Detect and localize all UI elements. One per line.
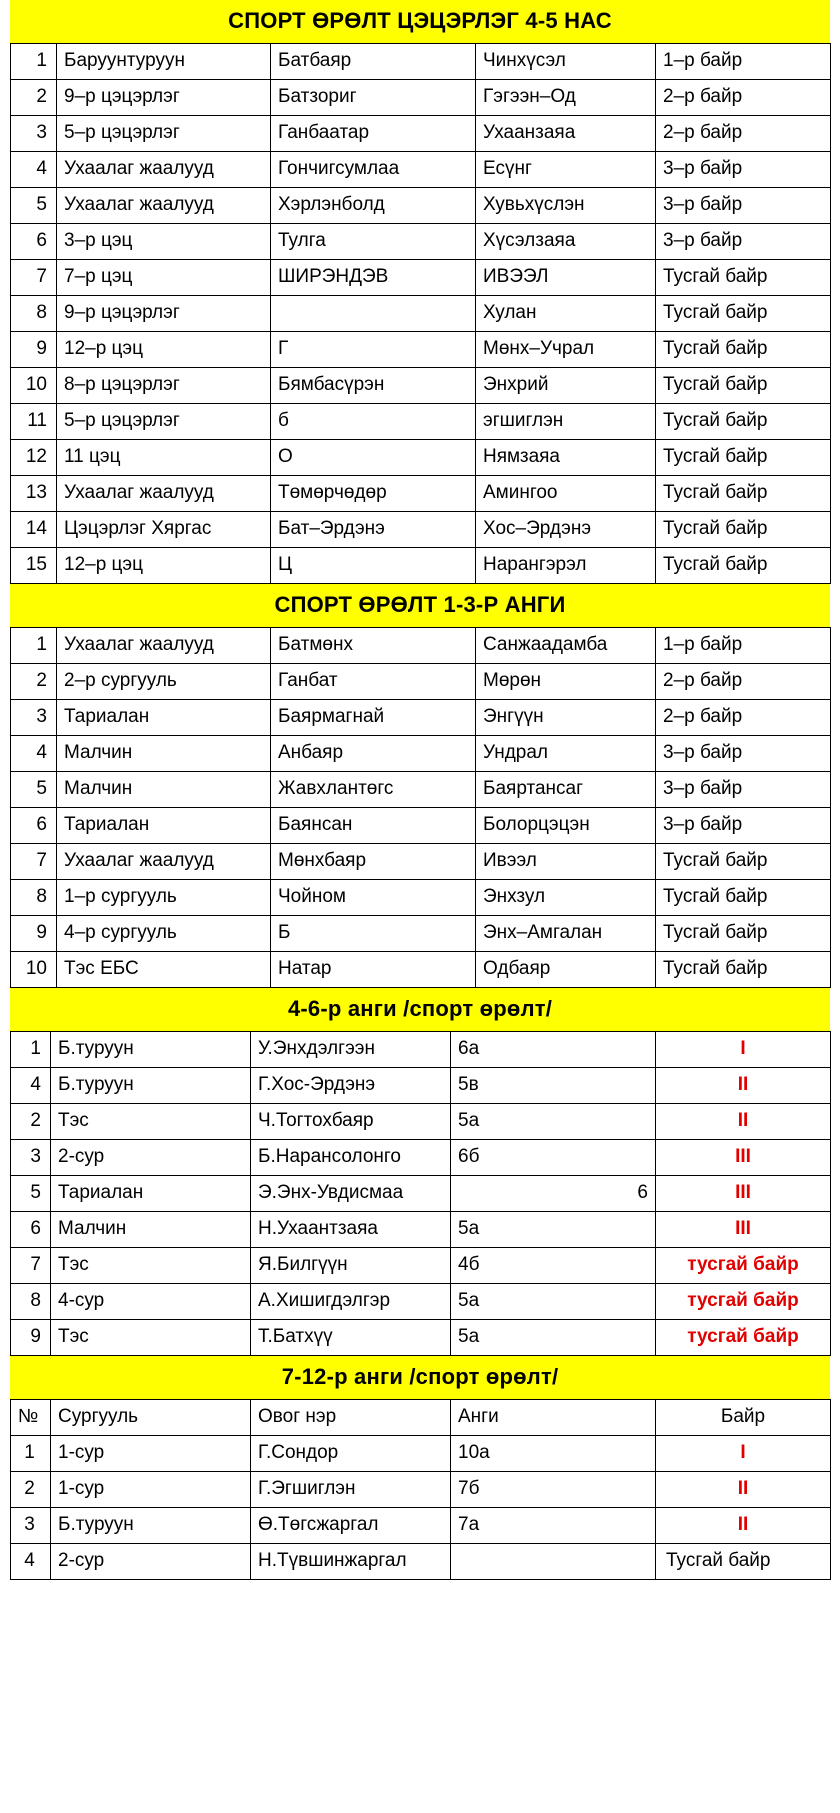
row-number: 3: [11, 1508, 51, 1544]
row-school: 2–р сургууль: [57, 664, 271, 700]
row-place: 1–р байр: [656, 44, 831, 80]
row-school: Ухаалаг жаалууд: [57, 152, 271, 188]
row-school: 4-сур: [51, 1284, 251, 1320]
row-school: 1-сур: [51, 1472, 251, 1508]
table-row: [11, 80, 831, 116]
row-school: Ухаалаг жаалууд: [57, 628, 271, 664]
table-row: [11, 1140, 831, 1176]
row-place: 3–р байр: [656, 808, 831, 844]
row-class: 7б: [451, 1472, 656, 1508]
row-name: Ө.Төгсжаргал: [251, 1508, 451, 1544]
row-number: 5: [11, 772, 57, 808]
row-school: Цэцэрлэг Хяргас: [57, 512, 271, 548]
row-number: 15: [11, 548, 57, 584]
table-row: [11, 152, 831, 188]
row-place: I: [656, 1436, 831, 1472]
row-place: II: [656, 1508, 831, 1544]
row-child-name: Хүсэлзаяа: [476, 224, 656, 260]
table-row: [11, 1248, 831, 1284]
row-class: 6б: [451, 1140, 656, 1176]
row-name: Г.Сондор: [251, 1436, 451, 1472]
table-row: [11, 1472, 831, 1508]
row-name: Ч.Тогтохбаяр: [251, 1104, 451, 1140]
row-place: Тусгай байр: [656, 476, 831, 512]
table-row: [11, 1176, 831, 1212]
row-school: Б.туруун: [51, 1068, 251, 1104]
row-child-name: Энхзул: [476, 880, 656, 916]
row-child-name: Амингоо: [476, 476, 656, 512]
row-child-name: Болорцэцэн: [476, 808, 656, 844]
row-child-name: эгшиглэн: [476, 404, 656, 440]
row-name: Н.Түвшинжаргал: [251, 1544, 451, 1580]
row-place: Тусгай байр: [656, 512, 831, 548]
row-name: Г: [271, 332, 476, 368]
table-row: [11, 1320, 831, 1356]
row-child-name: Ухаанзаяа: [476, 116, 656, 152]
row-child-name: Одбаяр: [476, 952, 656, 988]
table-row: [11, 44, 831, 80]
row-place: тусгай байр: [656, 1284, 831, 1320]
row-number: 11: [11, 404, 57, 440]
row-place: 2–р байр: [656, 80, 831, 116]
column-header-school: Сургууль: [51, 1400, 251, 1436]
row-number: 3: [11, 1140, 51, 1176]
row-number: 3: [11, 700, 57, 736]
row-school: Тэс ЕБС: [57, 952, 271, 988]
row-school: Б.туруун: [51, 1032, 251, 1068]
row-child-name: Мөрөн: [476, 664, 656, 700]
row-number: 10: [11, 952, 57, 988]
row-class: 5а: [451, 1212, 656, 1248]
row-name: Ганбат: [271, 664, 476, 700]
table-row: [11, 1068, 831, 1104]
table-row: [11, 1508, 831, 1544]
row-name: Натар: [271, 952, 476, 988]
row-place: 3–р байр: [656, 736, 831, 772]
column-header-fullname: Овог нэр: [251, 1400, 451, 1436]
column-header-number: №: [11, 1400, 51, 1436]
row-school: Малчин: [51, 1212, 251, 1248]
table-row: [11, 736, 831, 772]
row-number: 6: [11, 808, 57, 844]
section-header-1: СПОРТ ӨРӨЛТ ЦЭЦЭРЛЭГ 4-5 НАС: [10, 0, 830, 43]
row-name: Бямбасүрэн: [271, 368, 476, 404]
row-number: 1: [11, 1032, 51, 1068]
row-number: 9: [11, 1320, 51, 1356]
table-row: [11, 548, 831, 584]
column-header-place: Байр: [656, 1400, 831, 1436]
row-number: 7: [11, 844, 57, 880]
row-class: 5а: [451, 1320, 656, 1356]
row-school: Тэс: [51, 1104, 251, 1140]
row-name: Ганбаатар: [271, 116, 476, 152]
row-place: 2–р байр: [656, 664, 831, 700]
row-school: 1–р сургууль: [57, 880, 271, 916]
row-number: 1: [11, 628, 57, 664]
row-child-name: Хос–Эрдэнэ: [476, 512, 656, 548]
row-place: Тусгай байр: [656, 548, 831, 584]
table-row: [11, 628, 831, 664]
row-number: 4: [11, 152, 57, 188]
row-name: Төмөрчөдөр: [271, 476, 476, 512]
row-number: 6: [11, 224, 57, 260]
table-row: [11, 440, 831, 476]
row-name: Т.Батхүү: [251, 1320, 451, 1356]
row-place: I: [656, 1032, 831, 1068]
row-name: Б.Нарансолонго: [251, 1140, 451, 1176]
row-child-name: Хувьхүслэн: [476, 188, 656, 224]
row-place: II: [656, 1472, 831, 1508]
row-number: 3: [11, 116, 57, 152]
row-class: 6а: [451, 1032, 656, 1068]
table-row: [11, 1284, 831, 1320]
row-name: Баянсан: [271, 808, 476, 844]
row-place: III: [656, 1140, 831, 1176]
row-child-name: Гэгээн–Од: [476, 80, 656, 116]
row-place: Тусгай байр: [656, 368, 831, 404]
section-header-3: 4-6-р анги /спорт өрөлт/: [10, 988, 830, 1031]
table-row: [11, 1436, 831, 1472]
row-school: 12–р цэц: [57, 332, 271, 368]
row-number: 8: [11, 880, 57, 916]
row-school: Тэс: [51, 1320, 251, 1356]
table-row: [11, 1544, 831, 1580]
row-child-name: Мөнх–Учрал: [476, 332, 656, 368]
row-class: [451, 1544, 656, 1580]
row-school: 5–р цэцэрлэг: [57, 116, 271, 152]
row-child-name: Нямзаяа: [476, 440, 656, 476]
table-row: [11, 332, 831, 368]
row-place: Тусгай байр: [656, 952, 831, 988]
results-table-4: [10, 1399, 831, 1580]
row-number: 2: [11, 1104, 51, 1140]
row-name: Б: [271, 916, 476, 952]
row-place: Тусгай байр: [656, 1544, 831, 1580]
table-row: [11, 476, 831, 512]
row-place: Тусгай байр: [656, 260, 831, 296]
row-child-name: Чинхүсэл: [476, 44, 656, 80]
column-header-class: Анги: [451, 1400, 656, 1436]
row-school: 8–р цэцэрлэг: [57, 368, 271, 404]
row-child-name: Ивээл: [476, 844, 656, 880]
row-name: Я.Билгүүн: [251, 1248, 451, 1284]
row-number: 4: [11, 1068, 51, 1104]
table-row: [11, 260, 831, 296]
row-place: Тусгай байр: [656, 332, 831, 368]
row-place: Тусгай байр: [656, 296, 831, 332]
row-class: 6: [451, 1176, 656, 1212]
section-header-2: СПОРТ ӨРӨЛТ 1-3-Р АНГИ: [10, 584, 830, 627]
table-header-row: [11, 1400, 831, 1436]
row-place: 1–р байр: [656, 628, 831, 664]
table-row: [11, 1104, 831, 1140]
table-row: [11, 224, 831, 260]
row-number: 8: [11, 296, 57, 332]
results-table-3: [10, 1031, 831, 1356]
row-number: 7: [11, 260, 57, 296]
row-place: II: [656, 1104, 831, 1140]
row-school: Малчин: [57, 772, 271, 808]
row-number: 9: [11, 916, 57, 952]
row-school: Ухаалаг жаалууд: [57, 188, 271, 224]
table-row: [11, 1032, 831, 1068]
table-row: [11, 296, 831, 332]
row-name: Э.Энх-Увдисмаа: [251, 1176, 451, 1212]
row-child-name: Баяртансаг: [476, 772, 656, 808]
row-name: А.Хишигдэлгэр: [251, 1284, 451, 1320]
row-place: 2–р байр: [656, 116, 831, 152]
row-school: Тариалан: [57, 700, 271, 736]
row-child-name: Санжаадамба: [476, 628, 656, 664]
row-child-name: Ундрал: [476, 736, 656, 772]
row-name: Мөнхбаяр: [271, 844, 476, 880]
row-child-name: Энх–Амгалан: [476, 916, 656, 952]
row-number: 4: [11, 736, 57, 772]
row-school: 5–р цэцэрлэг: [57, 404, 271, 440]
row-name: Н.Ухаантзаяа: [251, 1212, 451, 1248]
row-name: Г.Эгшиглэн: [251, 1472, 451, 1508]
row-name: Баярмагнай: [271, 700, 476, 736]
table-row: [11, 844, 831, 880]
row-name: Анбаяр: [271, 736, 476, 772]
table-row: [11, 664, 831, 700]
row-school: 3–р цэц: [57, 224, 271, 260]
table-row: [11, 916, 831, 952]
row-number: 5: [11, 1176, 51, 1212]
row-number: 8: [11, 1284, 51, 1320]
row-number: 12: [11, 440, 57, 476]
row-name: ШИРЭНДЭВ: [271, 260, 476, 296]
row-child-name: Энхрий: [476, 368, 656, 404]
row-number: 4: [11, 1544, 51, 1580]
row-class: 5в: [451, 1068, 656, 1104]
row-child-name: Есүнг: [476, 152, 656, 188]
row-school: 12–р цэц: [57, 548, 271, 584]
row-school: 9–р цэцэрлэг: [57, 296, 271, 332]
row-number: 5: [11, 188, 57, 224]
row-place: Тусгай байр: [656, 880, 831, 916]
table-row: [11, 1212, 831, 1248]
row-child-name: ИВЭЭЛ: [476, 260, 656, 296]
table-row: [11, 116, 831, 152]
row-name: Ц: [271, 548, 476, 584]
row-school: 1-сур: [51, 1436, 251, 1472]
row-place: Тусгай байр: [656, 404, 831, 440]
row-number: 10: [11, 368, 57, 404]
row-place: Тусгай байр: [656, 844, 831, 880]
row-number: 14: [11, 512, 57, 548]
row-school: 4–р сургууль: [57, 916, 271, 952]
row-place: III: [656, 1212, 831, 1248]
row-class: 7а: [451, 1508, 656, 1544]
row-place: Тусгай байр: [656, 916, 831, 952]
table-row: [11, 808, 831, 844]
row-name: Хэрлэнболд: [271, 188, 476, 224]
row-place: 3–р байр: [656, 224, 831, 260]
row-school: 7–р цэц: [57, 260, 271, 296]
row-class: 4б: [451, 1248, 656, 1284]
row-number: 2: [11, 1472, 51, 1508]
row-school: Баруунтуруун: [57, 44, 271, 80]
row-name: Батмөнх: [271, 628, 476, 664]
row-child-name: Нарангэрэл: [476, 548, 656, 584]
row-name: Чойном: [271, 880, 476, 916]
row-school: Малчин: [57, 736, 271, 772]
row-class: 10а: [451, 1436, 656, 1472]
row-place: III: [656, 1176, 831, 1212]
row-name: У.Энхдэлгээн: [251, 1032, 451, 1068]
row-school: Тариалан: [57, 808, 271, 844]
row-number: 6: [11, 1212, 51, 1248]
row-name: Батбаяр: [271, 44, 476, 80]
table-row: [11, 880, 831, 916]
row-school: Б.туруун: [51, 1508, 251, 1544]
row-school: Ухаалаг жаалууд: [57, 476, 271, 512]
row-school: 11 цэц: [57, 440, 271, 476]
results-table-1: [10, 43, 831, 584]
row-place: 3–р байр: [656, 152, 831, 188]
row-school: 2-сур: [51, 1544, 251, 1580]
row-number: 13: [11, 476, 57, 512]
row-name: Г.Хос-Эрдэнэ: [251, 1068, 451, 1104]
row-name: [271, 296, 476, 332]
row-name: Батзориг: [271, 80, 476, 116]
row-place: II: [656, 1068, 831, 1104]
row-school: Тэс: [51, 1248, 251, 1284]
table-row: [11, 952, 831, 988]
row-name: Бат–Эрдэнэ: [271, 512, 476, 548]
table-row: [11, 188, 831, 224]
row-number: 7: [11, 1248, 51, 1284]
table-row: [11, 512, 831, 548]
row-place: 2–р байр: [656, 700, 831, 736]
results-table-2: [10, 627, 831, 988]
row-name: б: [271, 404, 476, 440]
row-class: 5а: [451, 1284, 656, 1320]
row-place: 3–р байр: [656, 188, 831, 224]
row-school: Ухаалаг жаалууд: [57, 844, 271, 880]
row-class: 5а: [451, 1104, 656, 1140]
row-place: Тусгай байр: [656, 440, 831, 476]
row-name: Тулга: [271, 224, 476, 260]
row-child-name: Энгүүн: [476, 700, 656, 736]
row-school: 2-сур: [51, 1140, 251, 1176]
row-number: 9: [11, 332, 57, 368]
table-row: [11, 368, 831, 404]
row-number: 2: [11, 664, 57, 700]
row-place: тусгай байр: [656, 1248, 831, 1284]
table-row: [11, 404, 831, 440]
row-school: Тариалан: [51, 1176, 251, 1212]
row-child-name: Хулан: [476, 296, 656, 332]
row-name: Гончигсумлаа: [271, 152, 476, 188]
row-place: тусгай байр: [656, 1320, 831, 1356]
table-row: [11, 772, 831, 808]
row-number: 1: [11, 1436, 51, 1472]
row-number: 1: [11, 44, 57, 80]
row-name: О: [271, 440, 476, 476]
row-school: 9–р цэцэрлэг: [57, 80, 271, 116]
row-place: 3–р байр: [656, 772, 831, 808]
row-name: Жавхлантөгс: [271, 772, 476, 808]
section-header-4: 7-12-р анги /спорт өрөлт/: [10, 1356, 830, 1399]
table-row: [11, 700, 831, 736]
row-number: 2: [11, 80, 57, 116]
